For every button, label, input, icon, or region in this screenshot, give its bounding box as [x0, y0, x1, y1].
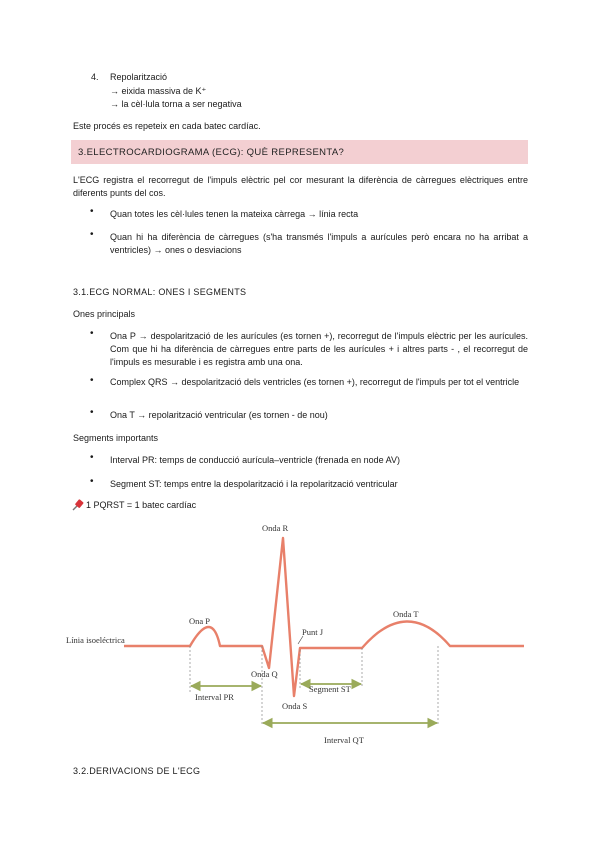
segments-bullet-st: Segment ST: temps entre la despolarització i la repolarització ventricular	[110, 479, 398, 489]
repol-title: Repolarització	[110, 72, 168, 82]
ecg-diagram	[62, 518, 532, 755]
label-ona-p: Ona P	[189, 616, 211, 626]
bullet-dot: •	[90, 229, 94, 240]
section-3-bullet-1: Quan totes les cèl·lules tenen la mateixa càrrega → línia recta	[110, 209, 359, 219]
label-onda-t: Onda T	[393, 609, 419, 619]
pushpin-icon	[71, 498, 85, 512]
label-onda-s: Onda S	[282, 701, 308, 711]
section-32-heading: 3.2.DERIVACIONS DE L'ECG	[73, 766, 201, 776]
ecg-waveform	[124, 538, 524, 696]
ones-bullet-p: Ona P → despolarització de les aurícules (es tornen +), recorregut de l'impuls elèctric per les aurícules. Com que hi ha diferència de càrregues entre parts de les aurícules + i altres parts - , el recorregut de l'impuls es mesurable i es registra amb una ona.	[110, 331, 528, 367]
pqrst-note-text: 1 PQRST = 1 batec cardíac	[86, 500, 197, 510]
section-31-heading: 3.1.ECG NORMAL: ONES I SEGMENTS	[73, 287, 247, 297]
ones-bullet-qrs: Complex QRS → despolarització dels ventricles (es tornen +), recorregut de l'impuls per tot el ventricle	[110, 377, 520, 387]
label-segment-st: Segment ST	[309, 684, 351, 694]
bullet-dot: •	[90, 328, 94, 339]
segments-title: Segments importants	[73, 433, 159, 443]
bullet-dot: •	[90, 452, 94, 463]
label-onda-q: Onda Q	[251, 669, 278, 679]
label-onda-r: Onda R	[262, 523, 289, 533]
ones-bullet-t: Ona T → repolarització ventricular (es tornen - de nou)	[110, 410, 328, 420]
process-repeat-text: Este procés es repeteix en cada batec cardíac.	[73, 121, 261, 131]
label-interval-pr: Interval PR	[195, 692, 234, 702]
ones-title: Ones principals	[73, 309, 136, 319]
list-number: 4.	[91, 72, 99, 82]
section-3-heading	[71, 140, 528, 164]
section-3-intro: L'ECG registra el recorregut de l'impuls elèctric pel cor mesurant la diferència de càrregues elèctriques entre diferents punts del cos.	[73, 175, 528, 198]
section-3-bullet-2: Quan hi ha diferència de càrregues (s'ha transmés l'impuls a aurícules però encara no ha arribat a ventricles) → ones o desviacions	[110, 232, 528, 255]
section-3-heading-text: 3.ELECTROCARDIOGRAMA (ECG): QUÈ REPRESENTA?	[78, 147, 345, 158]
bullet-dot: •	[90, 476, 94, 487]
label-punt-j: Punt J	[302, 627, 324, 637]
segments-bullet-pr: Interval PR: temps de conducció aurícula–ventricle (frenada en node AV)	[110, 455, 400, 465]
label-linia-isoelectrica: Línia isoeléctrica	[66, 635, 125, 645]
bullet-dot: •	[90, 407, 94, 418]
repol-line-2: → la cèl·lula torna a ser negativa	[110, 99, 242, 109]
bullet-dot: •	[90, 375, 94, 386]
label-interval-qt: Interval QT	[324, 735, 364, 745]
bullet-dot: •	[90, 206, 94, 217]
repol-line-1: → eixida massiva de K⁺	[110, 86, 207, 96]
